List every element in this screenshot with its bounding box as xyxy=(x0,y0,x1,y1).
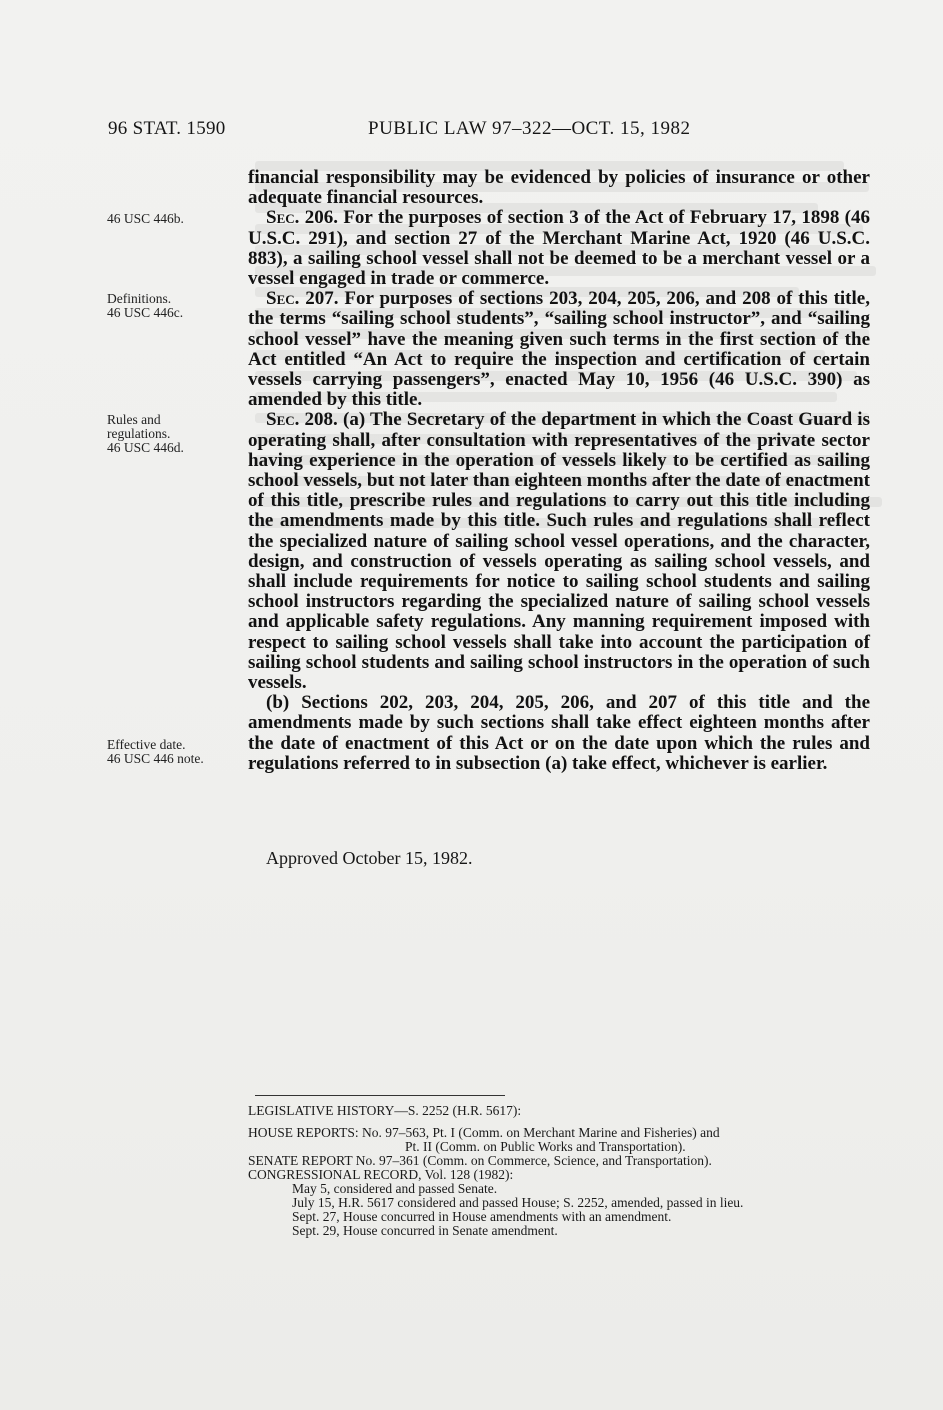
legislative-history-heading: LEGISLATIVE HISTORY—S. 2252 (H.R. 5617): xyxy=(248,1103,522,1118)
record-entry: Sept. 27, House concurred in House amendments with an amendment. xyxy=(292,1209,672,1224)
margin-note-line: Effective date. xyxy=(107,737,186,752)
house-reports-line-1: HOUSE REPORTS: No. 97–563, Pt. I (Comm. on Merchant Marine and Fisheries) and xyxy=(248,1125,720,1140)
margin-note-line: Definitions. xyxy=(107,291,172,306)
margin-note-line: 46 USC 446d. xyxy=(107,440,184,455)
public-law-title: PUBLIC LAW 97–322—OCT. 15, 1982 xyxy=(368,118,691,139)
section-206 xyxy=(248,208,870,289)
statute-page-number: 96 STAT. 1590 xyxy=(108,118,226,139)
margin-note-line: Rules and xyxy=(107,412,161,427)
record-entry: May 5, considered and passed Senate. xyxy=(292,1181,498,1196)
senate-report: SENATE REPORT No. 97–361 (Comm. on Commerce, Science, and Transportation). xyxy=(248,1153,712,1168)
house-reports-line-2: Pt. II (Comm. on Public Works and Transportation). xyxy=(405,1139,686,1154)
margin-note-rules xyxy=(107,413,237,455)
divider-line xyxy=(255,1095,505,1096)
congressional-record: CONGRESSIONAL RECORD, Vol. 128 (1982): xyxy=(248,1167,514,1182)
margin-note-line: 46 USC 446 note. xyxy=(107,751,204,766)
section-text: (a) The Secretary of the department in which the Coast Guard is operating shall, after consultation with representatives of the private sector having experience in the operation of vessels likely to be certified as sailing school vessels, but not later than eighteen months after the date of enactment of this title, prescribe rules and regulations to carry out this title including the amendments made by this title. Such rules and regulations shall reflect the specialized nature of sailing school vessel operations, and the character, design, and construction of vessels operating as sailing school vessels, and shall include requirements for notice to sailing school students and sailing school instructors regarding the specialized nature of sailing school vessels and applicable safety regulations. Any manning requirement imposed with respect to sailing school vessels shall take into account the participation of sailing school students and sailing school instructors in the operation of such vessels. xyxy=(248,409,870,694)
section-207 xyxy=(248,289,870,410)
margin-note-effective-date xyxy=(107,738,237,766)
approval-date: Approved October 15, 1982. xyxy=(266,848,473,868)
margin-note-line: regulations. xyxy=(107,426,171,441)
margin-note-line: 46 USC 446b. xyxy=(107,211,184,226)
margin-note-446b xyxy=(107,212,237,226)
section-208-a xyxy=(248,410,870,693)
record-entries xyxy=(248,1182,873,1238)
section-label: Sec. 206. xyxy=(266,207,338,229)
margin-note-definitions xyxy=(107,292,237,320)
section-208-b: (b) Sections 202, 203, 204, 205, 206, and 207 of this title and the amendments made by such sections shall take effect eighteen months after the date of enactment of this Act or on the date upon which the rules and regulations referred to in subsection (a) take effect, whichever is earlier. xyxy=(248,692,870,774)
section-text: For the purposes of section 3 of the Act of February 17, 1898 (46 U.S.C. 291), and section 27 of the Merchant Marine Act, 1920 (46 U.S.C. 883), a sailing school vessel shall not be deemed to be a merchant vessel or a vessel engaged in trade or commerce. xyxy=(248,207,870,290)
body-text xyxy=(248,168,870,774)
section-text: For purposes of sections 203, 204, 205, 206, and 208 of this title, the terms “sailing school students”, “sailing school instructor”, and “sailing school vessel” have the meaning given such terms in the first section of the Act entitled “An Act to require the inspection and certification of certain vessels carrying passengers”, enacted May 10, 1956 (46 U.S.C. 390) as amended by this title. xyxy=(248,288,870,411)
page-header xyxy=(108,118,758,148)
continued-paragraph: financial responsibility may be evidenced by policies of insurance or other adequate financial resources. xyxy=(248,167,870,209)
legislative-history xyxy=(248,1104,873,1238)
record-entry: Sept. 29, House concurred in Senate amendment. xyxy=(292,1223,558,1238)
section-label: Sec. 207. xyxy=(266,288,339,310)
record-entry: July 15, H.R. 5617 considered and passed House; S. 2252, amended, passed in lieu. xyxy=(292,1195,744,1210)
section-label: Sec. 208. xyxy=(266,409,338,431)
margin-note-line: 46 USC 446c. xyxy=(107,305,184,320)
